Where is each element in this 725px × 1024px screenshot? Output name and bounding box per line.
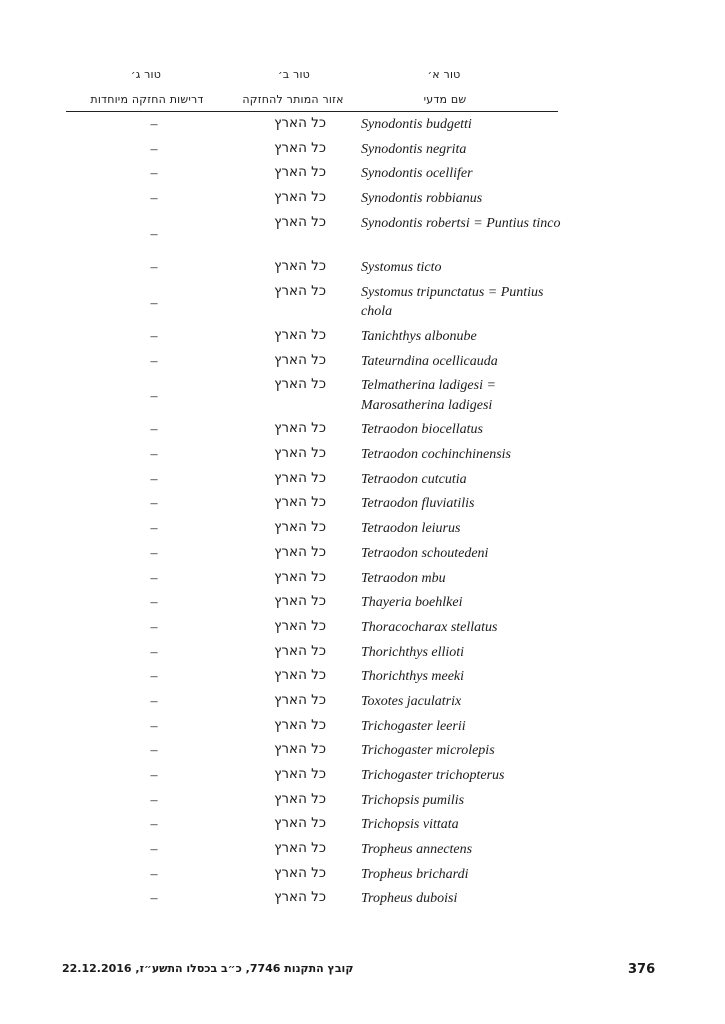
table-row [66,616,558,641]
special-requirements: – [150,891,158,907]
table-row [66,715,558,740]
permitted-region: כל הארץ [274,420,326,437]
permitted-region: כל הארץ [274,642,326,659]
permitted-region: כל הארץ [274,494,326,511]
scientific-name: Trichogaster microlepis [361,743,495,759]
publication-line: קובץ התקנות 7746, כ״ב בכסלו התשע״ז, 22.12.2016 [62,962,354,975]
table-row [66,162,558,187]
table-row [66,764,558,789]
scientific-name: Tateurndina ocellicauda [361,353,498,369]
permitted-region: כל הארץ [274,445,326,462]
special-requirements: – [150,471,158,487]
table-row [66,641,558,666]
special-requirements: – [150,743,158,759]
table-row [66,789,558,814]
permitted-region: כל הארץ [274,376,326,393]
permitted-region: כל הארץ [274,617,326,634]
permitted-region: כל הארץ [274,766,326,782]
scientific-name: Synodontis robertsi = Puntius tinco [361,215,561,231]
table-row [66,542,558,567]
permitted-region: כל הארץ [274,164,326,181]
special-requirements: – [150,521,158,537]
table-row [66,567,558,592]
special-requirements: – [150,447,158,463]
special-requirements: – [150,422,158,438]
table-row [66,374,558,418]
scientific-name: Tetraodon cochinchinensis [361,447,511,463]
scientific-name: Tetraodon cutcutia [361,471,467,487]
table-row [66,492,558,517]
permitted-region: כל הארץ [274,815,326,832]
permitted-region: כל הארץ [274,519,326,536]
scientific-name: Trichopsis pumilis [361,792,465,808]
special-requirements: – [150,259,158,275]
permitted-region: כל הארץ [274,282,326,299]
permitted-region: כל הארץ [274,716,326,733]
table-row [66,325,558,350]
scientific-name: Systomus tripunctatus = Puntius chola [361,284,544,320]
special-requirements: – [150,166,158,182]
scientific-name: Tropheus brichardi [361,866,469,882]
table-row [66,281,558,325]
table-row [66,517,558,542]
scientific-name: Thorichthys meeki [361,669,465,685]
scientific-name: Tanichthys albonube [361,328,477,344]
table-row [66,443,558,468]
table-row [66,665,558,690]
special-requirements: – [150,768,158,783]
special-requirements: – [150,191,158,207]
scientific-name: Synodontis ocellifer [361,166,473,182]
permitted-region: כל הארץ [274,115,326,131]
scientific-name: Toxotes jaculatrix [361,693,462,709]
special-requirements: – [150,141,158,157]
table-row [66,690,558,715]
special-requirements: – [150,353,158,369]
special-requirements: – [150,295,158,311]
special-requirements: – [150,595,158,611]
special-requirements: – [150,718,158,734]
special-requirements: – [150,693,158,709]
special-requirements: – [150,545,158,561]
species-table [66,113,561,912]
special-requirements: – [150,817,158,833]
page-number: 376 [628,962,656,977]
table-row [66,468,558,493]
permitted-region: כל הארץ [274,139,326,156]
scientific-name: Tetraodon schoutedeni [361,545,489,561]
special-requirements: – [150,669,158,685]
permitted-region: כל הארץ [274,326,326,343]
table-row [66,591,558,616]
special-requirements: – [150,866,158,882]
scientific-name: Tetraodon mbu [361,570,446,586]
scientific-name: Trichogaster trichopterus [361,768,505,783]
table-row [66,887,558,912]
scientific-name: Tropheus annectens [361,842,473,858]
column-c-subtitle: דרישות החזקה מיוחדות [90,93,204,106]
special-requirements: – [150,619,158,635]
permitted-region: כל הארץ [274,469,326,486]
permitted-region: כל הארץ [274,593,326,610]
special-requirements: – [150,328,158,344]
permitted-region: כל הארץ [274,568,326,585]
scientific-name: Synodontis robbianus [361,191,483,207]
special-requirements: – [150,496,158,512]
table-row [66,138,558,163]
permitted-region: כל הארץ [274,741,326,758]
scientific-name: Tetraodon leiurus [361,521,461,537]
scientific-name: Trichopsis vittata [361,817,459,833]
special-requirements: – [150,117,158,132]
column-b-subtitle: אזור המותר להחזקה [242,93,344,106]
permitted-region: כל הארץ [274,543,326,560]
permitted-region: כל הארץ [274,189,326,206]
table-row [66,256,558,281]
permitted-region: כל הארץ [274,840,326,857]
scientific-name: Telmatherina ladigesi = Marosatherina ladigesi [361,378,496,413]
table-row [66,739,558,764]
scientific-name: Trichogaster leerii [361,718,466,734]
table-row [66,350,558,375]
scientific-name: Tetraodon biocellatus [361,422,483,438]
permitted-region: כל הארץ [274,213,326,230]
header-divider [66,111,558,112]
permitted-region: כל הארץ [274,691,326,708]
special-requirements: – [150,842,158,858]
special-requirements: – [150,389,158,405]
scientific-name: Synodontis negrita [361,141,467,157]
permitted-region: כל הארץ [274,257,326,274]
column-a-subtitle: שם מדעי [423,93,467,106]
scientific-name: Tetraodon fluviatilis [361,496,475,512]
permitted-region: כל הארץ [274,790,326,807]
table-row [66,418,558,443]
permitted-region: כל הארץ [274,667,326,684]
table-row [66,113,558,138]
table-row [66,187,558,212]
scientific-name: Thorichthys ellioti [361,644,465,660]
table-row [66,838,558,863]
table-row [66,813,558,838]
special-requirements: – [150,226,158,242]
scientific-name: Systomus ticto [361,259,442,275]
special-requirements: – [150,792,158,808]
table-row [66,212,561,256]
special-requirements: – [150,570,158,586]
scientific-name: Synodontis budgetti [361,117,472,132]
column-b-title: טור ב׳ [278,68,310,81]
scientific-name: Tropheus duboisi [361,891,458,907]
column-c-title: טור ג׳ [130,68,162,81]
permitted-region: כל הארץ [274,351,326,368]
table-row [66,863,558,888]
permitted-region: כל הארץ [274,864,326,881]
column-a-title: טור א׳ [427,68,461,81]
special-requirements: – [150,644,158,660]
permitted-region: כל הארץ [274,889,326,906]
scientific-name: Thayeria boehlkei [361,595,463,611]
scientific-name: Thoracocharax stellatus [361,619,498,635]
